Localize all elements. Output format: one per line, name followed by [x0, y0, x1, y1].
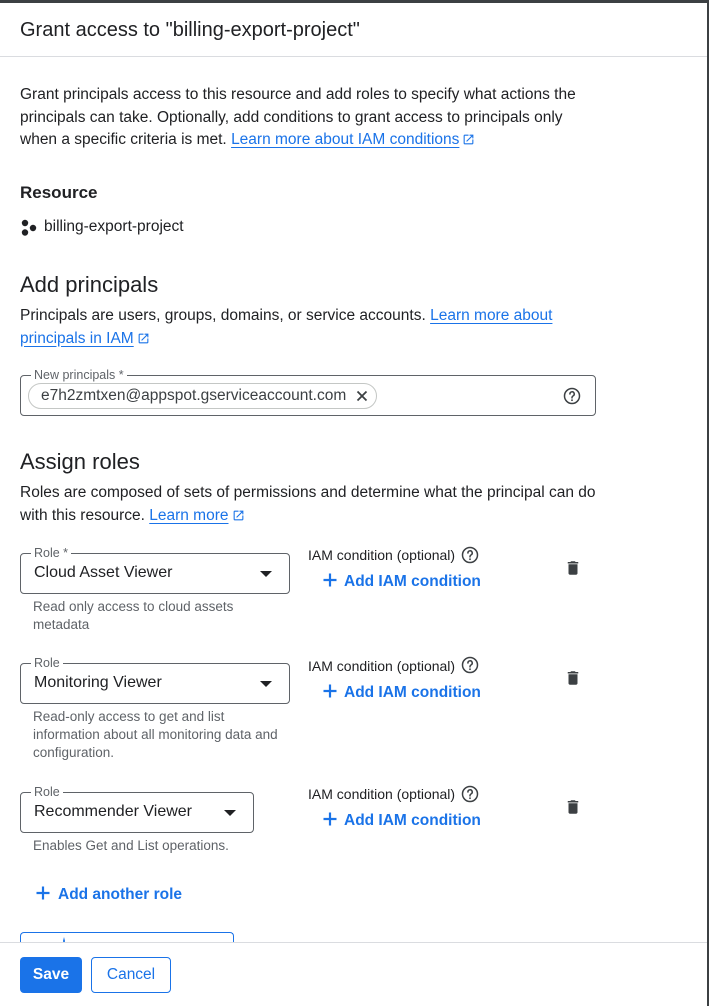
help-icon[interactable] [461, 656, 479, 674]
delete-icon[interactable] [564, 558, 582, 578]
role-value-1: Cloud Asset Viewer [34, 564, 173, 581]
new-principals-field[interactable] [20, 368, 596, 416]
dialog-header [0, 3, 709, 57]
iam-condition-label-1: IAM condition (optional) [308, 547, 456, 563]
intro-paragraph [20, 84, 600, 152]
plus-icon [322, 572, 338, 588]
plus-icon [322, 811, 338, 827]
add-principals-heading: Add principals [20, 272, 159, 297]
role-description-1: Read only access to cloud assets metadata [33, 599, 234, 632]
principals-text: Principals are users, groups, domains, or service accounts. [20, 307, 426, 324]
role-label-1: Role * [31, 545, 71, 561]
close-icon[interactable] [354, 388, 370, 404]
dropdown-arrow-icon [260, 571, 272, 577]
iam-condition-label-2: IAM condition (optional) [308, 658, 456, 674]
save-button[interactable]: Save [20, 957, 82, 993]
principal-chip-text: e7h2zmtxen@appspot.gserviceaccount.com [41, 387, 347, 404]
partially-visible-button[interactable] [20, 932, 234, 942]
delete-icon[interactable] [564, 797, 582, 817]
role-label-3: Role [31, 784, 63, 800]
role-select-2[interactable] [20, 656, 290, 704]
iam-condition-label-3: IAM condition (optional) [308, 786, 456, 802]
add-iam-condition-button-2[interactable]: Add IAM condition [322, 683, 481, 702]
dropdown-arrow-icon [224, 810, 236, 816]
new-principals-label: New principals * [31, 367, 127, 383]
delete-icon[interactable] [564, 668, 582, 688]
assign-roles-heading: Assign roles [20, 449, 140, 474]
resource-name: billing-export-project [44, 218, 184, 235]
learn-more-iam-conditions-link[interactable]: Learn more about IAM conditions [231, 131, 475, 148]
roles-paragraph [20, 482, 600, 527]
learn-more-roles-link[interactable]: Learn more [149, 507, 244, 524]
cancel-button[interactable]: Cancel [91, 957, 171, 993]
plus-icon [322, 683, 338, 699]
add-another-role-button[interactable]: Add another role [35, 885, 182, 904]
dialog-content[interactable] [0, 58, 709, 942]
external-link-icon [137, 332, 150, 345]
role-description-3: Enables Get and List operations. [33, 838, 229, 853]
dialog-title: Grant access to "billing-export-project" [20, 19, 360, 41]
dropdown-arrow-icon [260, 681, 272, 687]
dialog-footer [0, 942, 709, 1006]
role-value-2: Monitoring Viewer [34, 674, 162, 691]
role-label-2: Role [31, 655, 63, 671]
principal-chip[interactable] [28, 383, 377, 409]
principals-paragraph [20, 305, 580, 350]
resource-heading: Resource [20, 183, 98, 202]
role-value-3: Recommender Viewer [34, 803, 192, 820]
intro-text: Grant principals access to this resource and add roles to specify what actions the principals can take. Optionally, add conditions to grant access to principals only when a specific criteria is met. [20, 86, 576, 148]
add-iam-condition-button-1[interactable]: Add IAM condition [322, 572, 481, 591]
help-icon[interactable] [563, 387, 581, 405]
role-description-2: Read-only access to get and list information about all monitoring data and configuration. [33, 709, 278, 760]
roles-text: Roles are composed of sets of permissions and determine what the principal can do with this resource. [20, 484, 596, 524]
role-select-1[interactable] [20, 546, 290, 594]
external-link-icon [232, 509, 245, 522]
project-icon [20, 219, 38, 237]
role-select-3[interactable] [20, 785, 254, 833]
external-link-icon [462, 133, 475, 146]
learn-more-principals-link[interactable]: Learn more about principals in IAM [20, 307, 553, 347]
help-icon[interactable] [461, 785, 479, 803]
plus-icon [35, 885, 51, 901]
add-iam-condition-button-3[interactable]: Add IAM condition [322, 811, 481, 830]
help-icon[interactable] [461, 546, 479, 564]
